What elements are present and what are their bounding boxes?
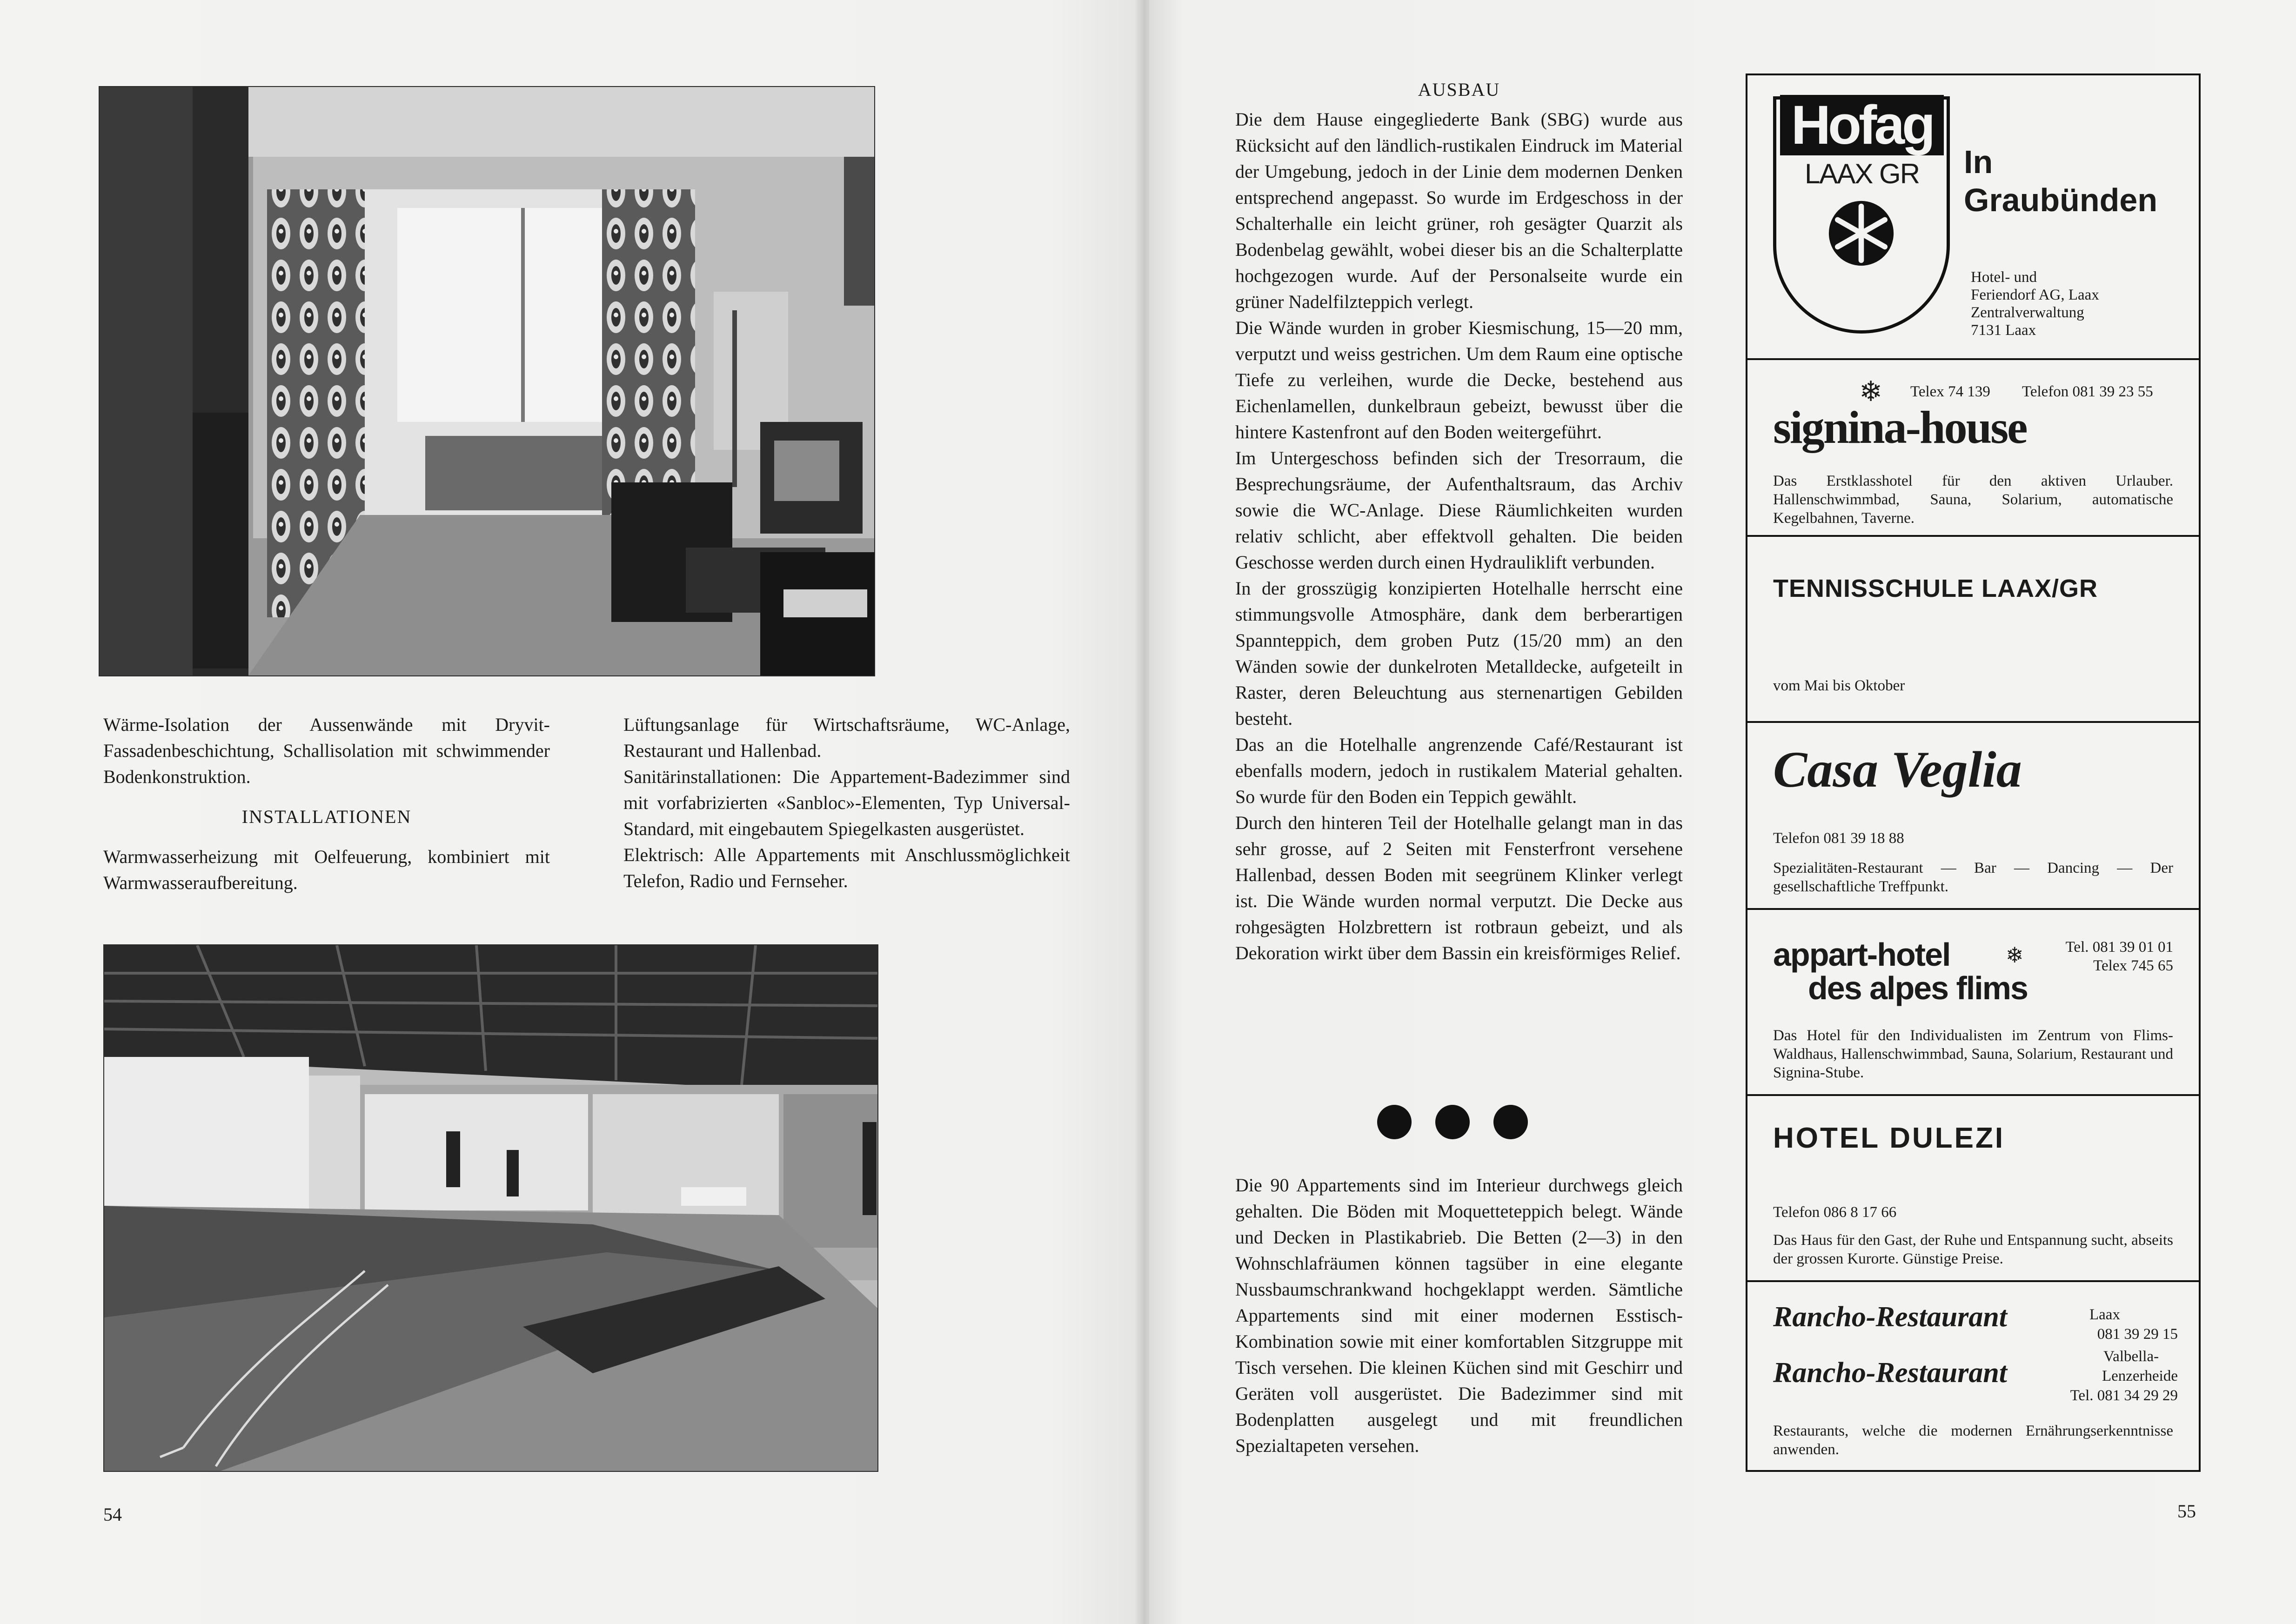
ventilation-paragraph: Lüftungsanlage für Wirtschaftsräume, WC-Anlage, Restaurant und Hallenbad. (623, 714, 1070, 761)
hofag-region-line2: Graubünden (1964, 182, 2158, 218)
address-line: Zentralverwaltung (1971, 304, 2084, 321)
ad-hofag (1747, 75, 2199, 360)
casa-brand: Casa Veglia (1773, 741, 2022, 798)
appart-brand-line2: des alpes flims (1808, 970, 2028, 1006)
right-column (623, 712, 1070, 894)
insulation-paragraph: Wärme-Isolation der Aussenwände mit Dryvit-Fassadenbeschichtung, Schallisolation mit schwimmender Bodenkonstruktion. (103, 714, 550, 787)
signina-phone: Telefon 081 39 23 55 (2022, 383, 2153, 400)
ad-casa-veglia (1747, 723, 2199, 910)
apartments-paragraph: Die 90 Appartements sind im Interieur durchwegs gleich gehalten. Die Böden mit Moquetteteppich belegt. Wände und Decken in Plastikabrieb. Die Betten (2—3) in den Wohnschlafräumen können tagsüber in eine elegante Nussbaumschrankwand hochgeklappt werden. Sämtliche Appartements sind mit einer modernen Esstisch-Kombination sowie mit einer komfortablen Sitzgruppe mit Tisch versehen. Die kleinen Küchen sind mit Geschirr und Geräten voll ausgerüstet. Die Badezimmer sind mit Bodenplatten ausgelegt und mit freundlichen Spezialtapeten versehen. (1235, 1175, 1683, 1456)
rancho-loc2a: Valbella- (2103, 1348, 2159, 1365)
separator-dot (1493, 1105, 1528, 1139)
ad-appart-hotel (1747, 910, 2199, 1096)
hofag-logo-sub: LAAX GR (1804, 158, 1920, 189)
casa-phone: Telefon 081 39 18 88 (1773, 830, 1904, 847)
appart-brand (1773, 938, 2028, 1005)
rancho-brand-valbella: Rancho-Restaurant (1773, 1357, 2008, 1389)
hofag-address (1971, 268, 2099, 339)
appart-text: Das Hotel für den Individualisten im Zentrum von Flims-Waldhaus, Hallenschwimmbad, Sauna, Solarium, Restaurant und Signina-Stube. (1773, 1027, 2173, 1081)
hofag-region-line1: In (1964, 144, 1993, 180)
installations-heading: INSTALLATIONEN (241, 806, 412, 827)
rancho-phone2: Tel. 081 34 29 29 (2070, 1387, 2178, 1404)
separator-dot (1435, 1105, 1470, 1139)
left-column (103, 712, 550, 896)
dulezi-brand: HOTEL DULEZI (1773, 1122, 2005, 1154)
separator-dot (1377, 1105, 1412, 1139)
ad-signina-house (1747, 360, 2199, 537)
article-paragraph: In der grosszügig konzipierten Hotelhalle herrscht eine stimmungsvolle Atmosphäre, dank dem berberartigen Spannteppich, dem groben Putz (15/20 mm) an den Wänden sowie der dunkelroten Metalldecke, aufgeteilt in Raster, deren Beleuchtung aus sternenartigen Gebilden besteht. (1235, 578, 1683, 729)
article-paragraph: Durch den hinteren Teil der Hotelhalle gelangt man in das sehr grosse, auf 2 Seiten mit Fensterfront versehene Hallenbad, dessen Boden mit seegrünem Klinker verlegt ist. Die Wände wurden normal verputzt. Die Decke aus rohgesägten Holzbrettern ist rotbraun gebeizt, und als Dekoration wirkt über dem Bassin ein kreisförmiges Relief. (1235, 812, 1683, 963)
article-column (1235, 77, 1683, 966)
rancho-phone1: 081 39 29 15 (2097, 1326, 2178, 1343)
dulezi-text: Das Haus für den Gast, der Ruhe und Entspannung sucht, abseits der grossen Kurorte. Günstige Preise. (1773, 1232, 2173, 1267)
article-paragraph: Das an die Hotelhalle angrenzende Café/Restaurant ist ebenfalls modern, jedoch in rustikalem Material gehalten. So wurde für den Boden ein Teppich gewählt. (1235, 734, 1683, 807)
section-separator-dots (1377, 1105, 1531, 1142)
appart-tel: Tel. 081 39 01 01 (2065, 939, 2173, 956)
ad-tennisschule (1747, 537, 2199, 723)
signina-text: Das Erstklasshotel für den aktiven Urlauber. Hallenschwimmbad, Sauna, Solarium, automatische Kegelbahnen, Taverne. (1773, 473, 2173, 527)
tennis-season: vom Mai bis Oktober (1773, 677, 1905, 694)
heating-paragraph: Warmwasserheizung mit Oelfeuerung, kombiniert mit Warmwasseraufbereitung. (103, 846, 550, 893)
rancho-brand-laax: Rancho-Restaurant (1773, 1301, 2008, 1333)
page-number-left: 54 (103, 1504, 122, 1525)
snowflake-icon (1827, 200, 1895, 267)
article-paragraph: Im Untergeschoss befinden sich der Tresorraum, die Besprechungsräume, der Aufenthaltsraum, das Archiv sowie die WC-Anlage. Diese Räumlichkeiten wurden relativ schlicht, aber effektvoll gehalten. Die beiden Geschosse werden durch einen Hydrauliklift verbunden. (1235, 448, 1683, 573)
tennis-title: TENNISSCHULE LAAX/GR (1773, 575, 2098, 602)
hofag-logo (1773, 96, 1950, 334)
ad-hotel-dulezi (1747, 1096, 2199, 1282)
dulezi-phone: Telefon 086 8 17 66 (1773, 1204, 1897, 1221)
electrical-paragraph: Elektrisch: Alle Appartements mit Anschlussmöglichkeit Telefon, Radio und Fernseher. (623, 844, 1070, 891)
signina-telex: Telex 74 139 (1910, 383, 1990, 400)
signina-brand: signina-house (1773, 401, 2027, 453)
hofag-logo-title: Hofag (1780, 95, 1944, 155)
hofag-region (1964, 143, 2157, 219)
snowflake-icon: ❄ (2006, 943, 2024, 967)
appart-telex: Telex 745 65 (2093, 957, 2173, 974)
article-paragraph: Die Wände wurden in grober Kiesmischung, 15—20 mm, verputzt und weiss gestrichen. Um dem Raum eine optische Tiefe zu verleihen, wurde die Decke, bestehend aus Eichenlamellen, dunkelbraun gebeizt, bewusst über die hintere Kastenfront auf den Boden weitergeführt. (1235, 317, 1683, 442)
ad-rancho-restaurant (1747, 1282, 2199, 1470)
left-page (0, 0, 1142, 1624)
rancho-text: Restaurants, welche die modernen Ernährungserkenntnisse anwenden. (1773, 1423, 2173, 1458)
page-number-right: 55 (2177, 1501, 2196, 1522)
snowflake-icon: ❄ (1859, 376, 1883, 407)
indoor-pool-photo (103, 944, 878, 1472)
address-line: 7131 Laax (1971, 322, 2036, 339)
rancho-loc2b: Lenzerheide (2102, 1368, 2178, 1384)
rancho-loc1: Laax (2089, 1306, 2120, 1323)
casa-text: Spezialitäten-Restaurant — Bar — Dancing — Der gesellschaftliche Treffpunkt. (1773, 860, 2173, 895)
article-paragraph: Die dem Hause eingegliederte Bank (SBG) wurde aus Rücksicht auf den ländlich-rustikalen Eindruck im Material der Umgebung, jedoch in der Linie dem modernen Denken entsprechend angepasst. So wurde im Erdgeschoss in der Schalterhalle ein leicht grüner, roh gesägter Quarzit als Bodenbelag gewählt, wobei dieser bis an die Schalterplatte hochgezogen wurde. Auf der Personalseite wurde ein grüner Nadelfilzteppich verlegt. (1235, 109, 1683, 312)
advertisement-column (1746, 74, 2201, 1472)
address-line: Feriendorf AG, Laax (1971, 287, 2099, 303)
apartments-column (1235, 1172, 1683, 1459)
ausbau-heading: AUSBAU (1418, 79, 1500, 100)
address-line: Hotel- und (1971, 269, 2037, 286)
sanitary-paragraph: Sanitärinstallationen: Die Appartement-Badezimmer sind mit vorfabrizierten «Sanbloc»-Elementen, Typ Universal-Standard, mit eingebautem Spiegelkasten ausgerüstet. (623, 766, 1070, 839)
apartment-interior-photo (99, 86, 875, 676)
appart-brand-line1: appart-hotel (1773, 936, 1950, 973)
